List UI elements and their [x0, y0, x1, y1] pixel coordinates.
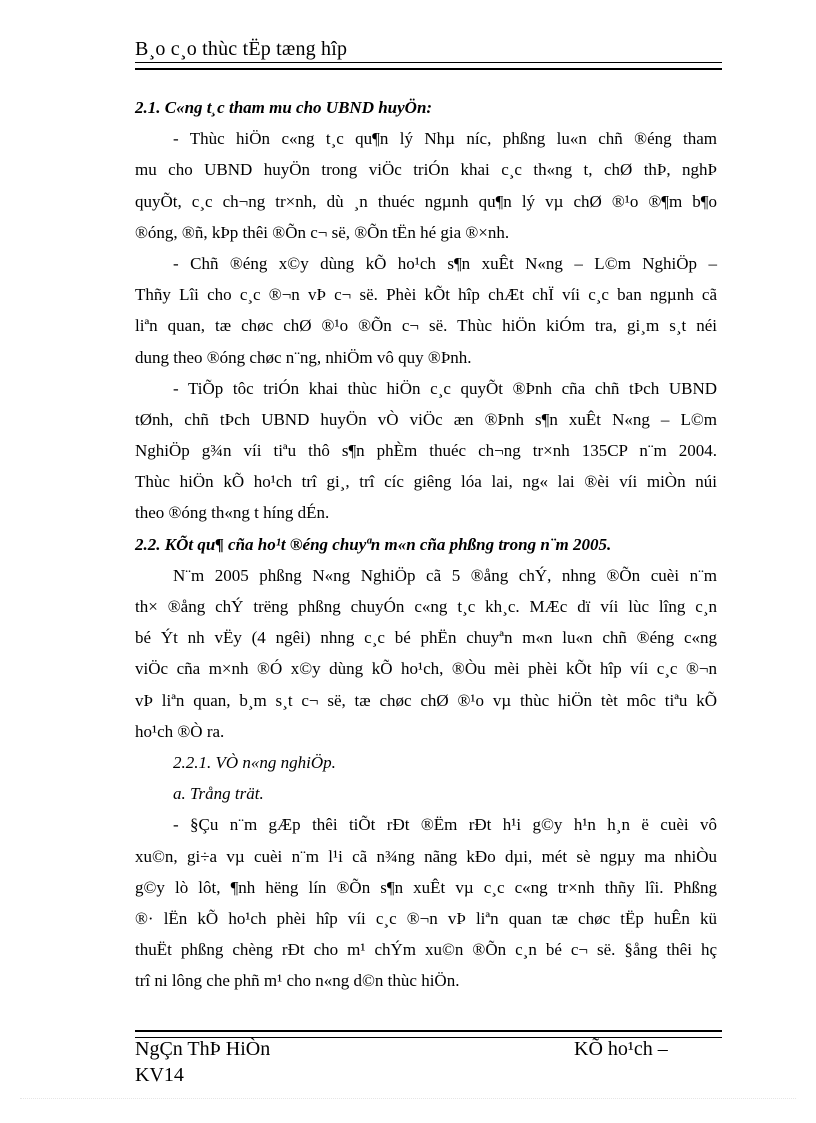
paragraph-line: mu cho UBND huyÖn trong viÖc triÓn khai c¸c th«ng t, chØ thÞ, nghÞ — [135, 160, 717, 180]
footer-class-code: KV14 — [135, 1064, 184, 1086]
paragraph-line: theo ®óng th«ng t híng dÉn. — [135, 503, 330, 523]
paragraph-line: - TiÕp tôc triÓn khai thùc hiÖn c¸c quyÕt ®Þnh cña chñ tÞch UBND — [173, 378, 717, 398]
footer-author-block — [135, 1036, 270, 1088]
paragraph-line: dung theo ®óng chøc n¨ng, nhiÖm vô quy ®Þnh. — [135, 347, 472, 367]
paragraph-line: quyÕt, c¸c ch¬ng tr×nh, dù ¸n thuéc ngµnh qu¶n lý vµ chØ ®¹o ®¶m b¶o — [135, 191, 717, 211]
page-bottom-border — [20, 1098, 796, 1099]
paragraph-line: thuËt phßng chèng rÐt cho m¹ chÝm xu©n ®Õn c¸n bé c¬ së. §ång thêi hç — [135, 940, 717, 960]
footer-author-name: NgÇn ThÞ HiÒn — [135, 1038, 271, 1060]
subsection-2-2-1-heading: 2.2.1. VÒ n«ng nghiÖp. — [173, 752, 336, 772]
paragraph-line: xu©n, gi÷a vµ cuèi n¨m l¹i cã n¾ng nãng kÐo dµi, mét sè ngµy ma nhiÒu — [135, 846, 717, 866]
paragraph-line: N¨m 2005 phßng N«ng NghiÖp cã 5 ®ång chÝ, nhng ®Õn cuèi n¨m — [173, 565, 717, 585]
paragraph-line: ho¹ch ®Ò ra. — [135, 721, 225, 741]
section-2-1-heading: 2.1. C«ng t¸c tham mu cho UBND huyÖn: — [135, 98, 433, 117]
paragraph-line: - Thùc hiÖn c«ng t¸c qu¶n lý Nhµ níc, phßng lu«n chñ ®éng tham — [173, 129, 717, 149]
footer-department: KÕ ho¹ch – — [574, 1038, 668, 1060]
paragraph-line: Thùc hiÖn kÕ ho¹ch trî gi¸, trî cíc giêng lóa lai, ng« lai ®èi víi miÒn núi — [135, 472, 717, 492]
paragraph-line: g©y lò lôt, ¶nh hëng lín ®Õn s¶n xuÊt vµ c¸c c«ng tr×nh thñy lîi. Phßng — [135, 877, 717, 897]
paragraph-line: viÖc cña m×nh ®Ó x©y dùng kÕ ho¹ch, ®Òu mèi phèi kÕt hîp víi c¸c ®¬n — [135, 659, 717, 679]
document-body — [135, 92, 717, 996]
page-header-title: B¸o c¸o thùc tËp tæng hîp — [135, 38, 348, 60]
paragraph-line: - Chñ ®éng x©y dùng kÕ ho¹ch s¶n xuÊt N«ng – L©m NghiÖp – — [173, 253, 717, 273]
paragraph-line: tØnh, chñ tÞch UBND huyÖn vÒ viÖc æn ®Þnh s¶n xuÊt N«ng – L©m — [135, 409, 717, 429]
paragraph-line: th× ®ång chÝ trëng phßng chuyÓn c«ng t¸c kh¸c. MÆc dï víi lùc lîng c¸n — [135, 597, 717, 616]
paragraph-line: ®· lËn kÕ ho¹ch phèi hîp víi c¸c ®¬n vÞ liªn quan tæ chøc tËp huÊn kü — [135, 908, 717, 928]
subsection-a-heading: a. Trång trät. — [173, 784, 264, 804]
paragraph-line: NghiÖp g¾n víi tiªu thô s¶n phÈm thuéc ch¬ng tr×nh 135CP n¨m 2004. — [135, 441, 717, 461]
paragraph-line: liªn quan, tæ chøc chØ ®¹o ®Õn c¬ së. Thùc hiÖn kiÓm tra, gi¸m s¸t néi — [135, 316, 717, 336]
paragraph-line: bé Ýt nh vËy (4 ngêi) nhng c¸c bé phËn chuyªn m«n lu«n chñ ®éng c«ng — [135, 628, 717, 648]
paragraph-line: - §Çu n¨m gÆp thêi tiÕt rÐt ®Ëm rÐt h¹i g©y h¹n h¸n ë cuèi vô — [173, 815, 717, 835]
paragraph-line: trî ni lông che phñ m¹ cho n«ng d©n thùc hiÖn. — [135, 971, 460, 991]
paragraph-line: vÞ liªn quan, b¸m s¸t c¬ së, tæ chøc chØ ®¹o vµ thùc hiÖn tèt môc tiªu kÕ — [135, 690, 717, 710]
header-double-rule — [135, 62, 722, 70]
paragraph-line: Thñy Lîi cho c¸c ®¬n vÞ c¬ së. Phèi kÕt hîp chÆt chÏ víi c¸c ban ngµnh cã — [135, 285, 717, 305]
paragraph-line: ®óng, ®ñ, kÞp thêi ®Õn c¬ së, ®Õn tËn hé gia ®×nh. — [135, 222, 510, 242]
section-2-2-heading: 2.2. KÕt qu¶ cña ho¹t ®éng chuyªn m«n cña phßng trong n¨m 2005. — [135, 534, 612, 554]
